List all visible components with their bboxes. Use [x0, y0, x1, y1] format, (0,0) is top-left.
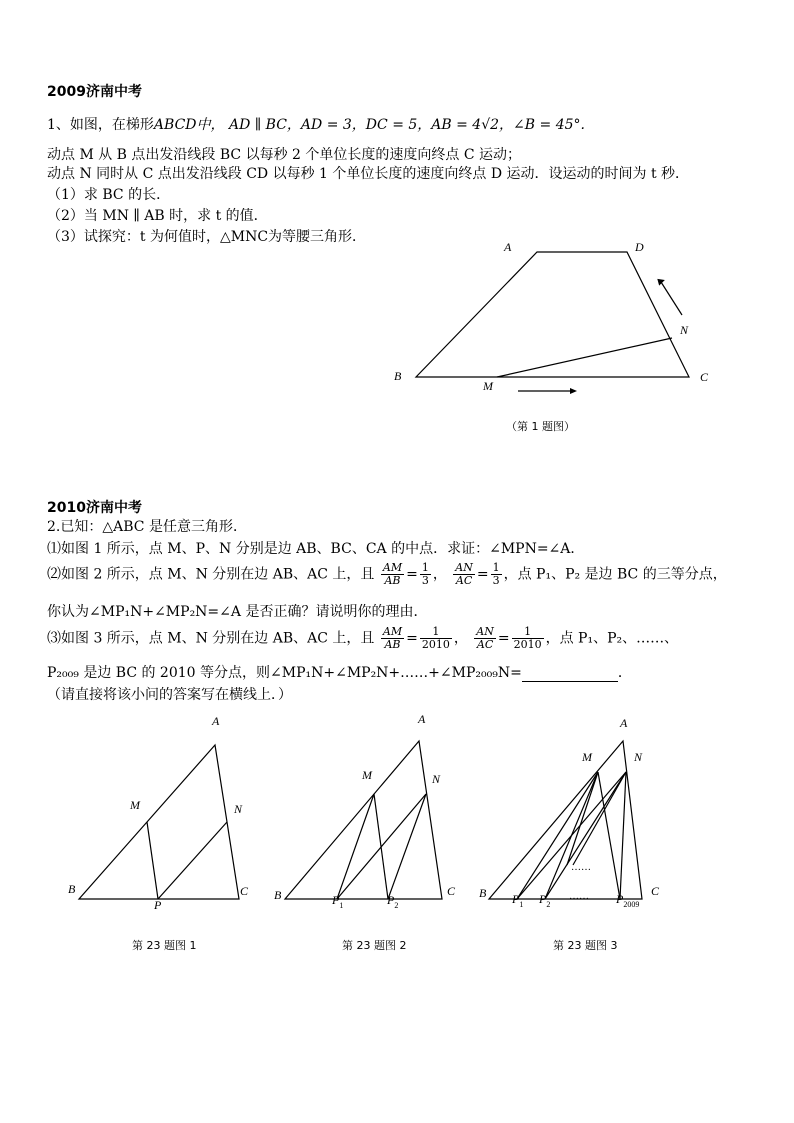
fig3-label-n: N	[634, 750, 643, 764]
fraction-one-2010: $\frac{1}{2010}$	[421, 625, 450, 651]
fig3-dots-base: ……	[569, 891, 589, 902]
segment-mp	[147, 822, 158, 899]
q2-intro: 2.已知：△ABC 是任意三角形．	[47, 519, 247, 535]
fig2-label-n: N	[432, 772, 441, 786]
arrow-up-icon	[661, 282, 682, 315]
part2-text-a: ⑵如图 2 所示，点 M、N 分别在边 AB、AC 上，且	[47, 566, 375, 583]
figure-23-2	[270, 705, 480, 915]
part3-text-c: P₂₀₀₉ 是边 BC 的 2010 等分点，则∠MP₁N+∠MP₂N+……+∠MP₂₀₀₉N=	[47, 665, 522, 681]
triangle-abc-1	[79, 745, 239, 899]
label-d: D	[635, 240, 644, 254]
q1-line-3: 动点 N 同时从 C 点出发沿线段 CD 以每秒 1 个单位长度的速度向终点 D 运动．设运动的时间为 t 秒．	[47, 166, 690, 182]
fig3-label-p1: $P_1$	[512, 892, 524, 909]
fig3-label-pn: $P_{2009}$	[616, 892, 640, 909]
figure-1-caption: （第 1 题图）	[506, 420, 575, 433]
segment-mp1	[337, 794, 374, 899]
fig2-label-a: A	[418, 712, 426, 726]
fraction-one-2010-2: $\frac{1}{2010}$	[513, 625, 542, 651]
q1-math: ABCD中， AD ∥ BC，AD = 3，DC = 5，AB = 4√2，∠B = 45°.	[153, 117, 585, 133]
q2-note: （请直接将该小问的答案写在横线上．）	[47, 687, 292, 703]
fig2-label-b: B	[274, 888, 282, 902]
triangle-abc-3	[489, 741, 642, 899]
fig1-label-n: N	[234, 802, 243, 816]
q2-part-2-question: 你认为∠MP₁N+∠MP₂N=∠A 是否正确？请说明你的理由．	[47, 604, 428, 620]
segment-extra-2	[573, 772, 626, 865]
fraction-one-third-2: $\frac{1}{3}$	[492, 561, 500, 587]
label-a: A	[504, 240, 512, 254]
q1-sub-2: （2）当 MN ∥ AB 时，求 t 的值．	[47, 208, 268, 224]
q2-part-3: ⑶如图 3 所示，点 M、N 分别在边 AB、AC 上，且 $\frac{AM}{AB}$ = $\frac{1}{2010}$ ， $\frac{AN}{AC}$ = $\frac{1}{2010}$ ，点 P₁、P₂、……、	[47, 625, 679, 651]
q2-part-1: ⑴如图 1 所示，点 M、P、N 分别是边 AB、BC、CA 的中点．求证：∠MPN=∠A．	[47, 541, 585, 557]
fig2-label-m: M	[362, 768, 372, 782]
trapezoid-abcd	[416, 252, 689, 377]
fig1-label-a: A	[212, 714, 220, 728]
label-c: C	[700, 370, 709, 384]
label-m: M	[483, 379, 493, 393]
fig3-label-a: A	[620, 716, 628, 730]
triangle-abc-2	[285, 741, 442, 899]
fig1-label-b: B	[68, 882, 76, 896]
q1-statement	[47, 116, 585, 134]
q1-sub-1: （1）求 BC 的长．	[47, 187, 171, 203]
fig2-label-c: C	[447, 884, 456, 898]
label-b: B	[394, 369, 402, 383]
fraction-one-third: $\frac{1}{3}$	[421, 561, 429, 587]
fig2-label-p2: $P_2$	[387, 893, 399, 910]
fraction-an-ac: $\frac{AN}{AC}$	[455, 561, 473, 587]
q1-line-2: 动点 M 从 B 点出发沿线段 BC 以每秒 2 个单位长度的速度向终点 C 运动；	[47, 147, 522, 163]
fig3-label-c: C	[651, 884, 660, 898]
fig3-label-p2: $P_2$	[539, 892, 551, 909]
arrow-up-head-icon	[657, 277, 666, 286]
figure-23-3	[475, 705, 690, 915]
segment-p2n	[388, 794, 426, 899]
part3-text-b: ，点 P₁、P₂、……、	[545, 630, 679, 647]
heading-2010: 2010济南中考	[47, 500, 142, 516]
fraction-am-ab-3: $\frac{AM}{AB}$	[382, 625, 403, 651]
segment-extra-1	[567, 772, 598, 865]
trapezoid-figure	[380, 230, 740, 410]
segment-pn	[158, 822, 227, 899]
segment-pnn-3	[620, 772, 626, 899]
part3-text-a: ⑶如图 3 所示，点 M、N 分别在边 AB、AC 上，且	[47, 630, 375, 647]
arrow-right-head-icon	[570, 388, 577, 394]
figure-23-1	[60, 705, 270, 910]
fig2-label-p1: $P_1$	[332, 893, 344, 910]
fraction-am-ab: $\frac{AM}{AB}$	[382, 561, 403, 587]
q2-part-2: ⑵如图 2 所示，点 M、N 分别在边 AB、AC 上，且 $\frac{AM}{AB}$ = $\frac{1}{3}$ ， $\frac{AN}{AC}$ = $\frac{1}{3}$ ，点 P₁、P₂ 是边 BC 的三等分点，	[47, 561, 727, 587]
segment-p1n	[337, 794, 426, 899]
fig1-label-m: M	[130, 798, 140, 812]
q1-prefix: 1、如图，在梯形	[47, 117, 154, 133]
heading-2009: 2009济南中考	[47, 84, 142, 100]
fig3-label-m: M	[582, 750, 592, 764]
q2-part-3-sum: P₂₀₀₉ 是边 BC 的 2010 等分点，则∠MP₁N+∠MP₂N+……+∠MP₂₀₀₉N= ．	[47, 665, 632, 681]
label-n: N	[680, 323, 689, 337]
answer-blank[interactable]	[522, 667, 618, 682]
fraction-an-ac-3: $\frac{AN}{AC}$	[476, 625, 494, 651]
segment-p1n-3	[517, 772, 626, 899]
segment-mn	[497, 338, 672, 377]
figure-23-2-caption: 第 23 题图 2	[342, 939, 407, 952]
part2-text-b: ，点 P₁、P₂ 是边 BC 的三等分点，	[503, 566, 727, 583]
fig1-label-c: C	[240, 884, 249, 898]
q1-sub-3: （3）试探究：t 为何值时，△MNC为等腰三角形．	[47, 229, 367, 245]
fig3-dots-mid: ……	[571, 862, 591, 873]
figure-23-3-caption: 第 23 题图 3	[553, 939, 618, 952]
fig3-label-b: B	[479, 886, 487, 900]
fig1-label-p: P	[154, 898, 162, 910]
figure-23-1-caption: 第 23 题图 1	[132, 939, 197, 952]
